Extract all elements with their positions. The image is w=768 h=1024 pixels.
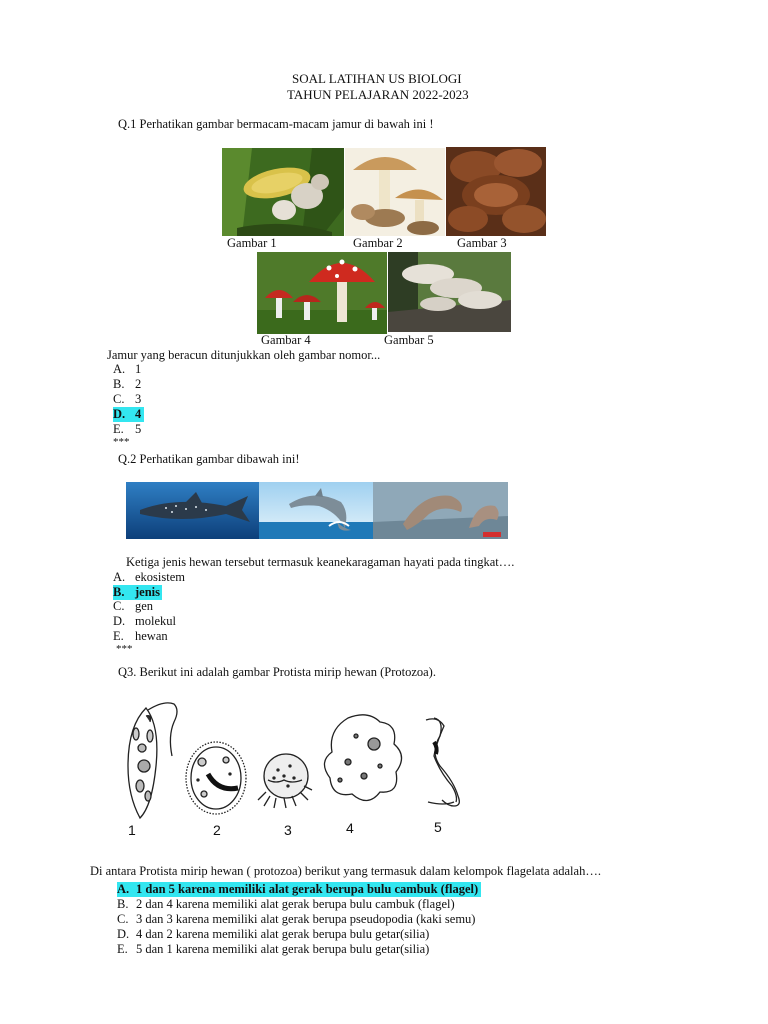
title-line-1: SOAL LATIHAN US BIOLOGI — [292, 71, 462, 86]
caption-gambar-1: Gambar 1 — [227, 236, 277, 250]
q1-option-d-answer[interactable]: D. 4 — [113, 407, 144, 422]
dolphin-photo — [259, 482, 373, 539]
q2-option-d[interactable]: D. molekul — [113, 614, 176, 628]
euglena-drawing — [128, 703, 177, 818]
q2-option-e[interactable]: E. hewan — [113, 629, 168, 643]
figure-number-5: 5 — [434, 819, 442, 835]
q1-separator: *** — [113, 436, 130, 448]
q2-option-a[interactable]: A. ekosistem — [113, 570, 185, 584]
q1-question: Jamur yang beracun ditunjukkan oleh gambar nomor... — [107, 348, 381, 362]
q2-prompt: Q.2 Perhatikan gambar dibawah ini! — [118, 452, 300, 466]
q3-option-e[interactable]: E. 5 dan 1 karena memiliki alat gerak berupa bulu getar(silia) — [117, 942, 430, 956]
q3-option-c[interactable]: C. 3 dan 3 karena memiliki alat gerak berupa pseudopodia (kaki semu) — [117, 912, 476, 926]
mushroom-photo-5 — [388, 252, 511, 332]
whale-shark-photo — [126, 482, 259, 539]
mushroom-photo-1 — [222, 148, 344, 236]
ciliate-drawing — [258, 754, 312, 808]
figure-number-3: 3 — [284, 822, 292, 838]
figure-number-1: 1 — [128, 822, 136, 838]
q3-prompt: Q3. Berikut ini adalah gambar Protista mirip hewan (Protozoa). — [118, 665, 436, 679]
q2-option-b-answer[interactable]: B. jenis — [113, 585, 160, 599]
caption-gambar-5: Gambar 5 — [384, 333, 434, 347]
q1-option-c[interactable]: C. 3 — [113, 392, 142, 406]
paramecium-drawing — [186, 742, 246, 814]
mushroom-photo-2 — [345, 148, 445, 236]
title-line-2: TAHUN PELAJARAN 2022-2023 — [287, 87, 469, 102]
q3-question: Di antara Protista mirip hewan ( protozoa) berikut yang termasuk dalam kelompok flagelata adalah…. — [90, 864, 601, 878]
q3-option-d[interactable]: D. 4 dan 2 karena memiliki alat gerak berupa bulu getar(silia) — [117, 927, 430, 941]
protozoa-figure — [118, 696, 478, 842]
q3-option-b[interactable]: B. 2 dan 4 karena memiliki alat gerak berupa bulu cambuk (flagel) — [117, 897, 455, 911]
figure-number-4: 4 — [346, 820, 354, 836]
mushroom-photo-4 — [257, 252, 387, 334]
figure-number-2: 2 — [213, 822, 221, 838]
dugong-photo — [373, 482, 508, 539]
amoeba-drawing — [324, 715, 401, 801]
q3-option-a-answer[interactable]: A. 1 dan 5 karena memiliki alat gerak berupa bulu cambuk (flagel) — [117, 882, 481, 897]
trypanosoma-drawing — [426, 718, 459, 806]
q2-question: Ketiga jenis hewan tersebut termasuk keanekaragaman hayati pada tingkat…. — [126, 555, 515, 569]
caption-gambar-4: Gambar 4 — [261, 333, 311, 347]
caption-gambar-3: Gambar 3 — [457, 236, 507, 250]
q1-option-b[interactable]: B. 2 — [113, 377, 142, 391]
caption-gambar-2: Gambar 2 — [353, 236, 403, 250]
mushroom-photo-3 — [446, 147, 546, 236]
q1-prompt: Q.1 Perhatikan gambar bermacam-macam jamur di bawah ini ! — [118, 117, 434, 131]
q2-option-c[interactable]: C. gen — [113, 599, 154, 613]
q1-option-a[interactable]: A. 1 — [113, 362, 142, 376]
q2-separator: *** — [116, 643, 133, 655]
q1-option-e[interactable]: E. 5 — [113, 422, 142, 436]
